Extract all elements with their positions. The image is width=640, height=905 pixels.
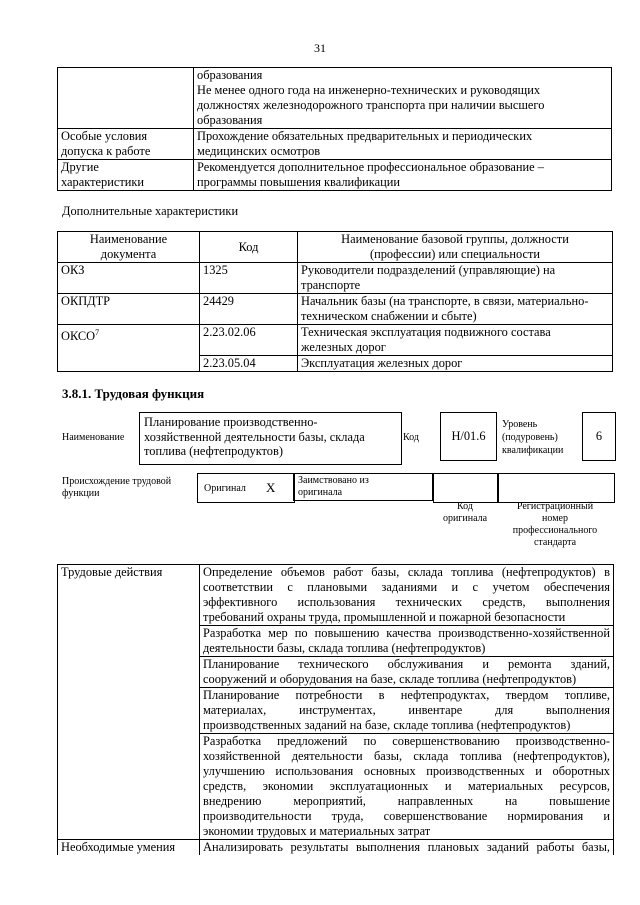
qualification-table <box>57 67 612 191</box>
table-row <box>58 840 614 856</box>
original-mark: X <box>266 480 276 495</box>
original-box <box>197 473 295 503</box>
table-row <box>58 160 612 191</box>
level-value-box: 6 <box>582 412 616 461</box>
doc-name: ОКСО <box>61 329 96 344</box>
row-text: образования Не менее одного года на инженерно-технических и руководящих должностях железнодорожного транспорта при наличии высшего образования <box>194 68 612 129</box>
action-item <box>200 626 614 657</box>
function-name-box: Планирование производственно- хозяйственной деятельности базы, склада топлива (нефтепродуктов) <box>139 412 402 465</box>
code-cell: 1325 <box>200 263 298 294</box>
doc-cell <box>58 356 200 372</box>
action-line: сооружений и оборудования на базе, складе топлива (нефтепродуктов) <box>203 672 577 686</box>
additional-title: Дополнительные характеристики <box>62 204 239 218</box>
table-row <box>58 68 612 129</box>
code-original-label: Код оригинала <box>442 501 488 524</box>
additional-table <box>57 231 613 372</box>
name-cell: Руководители подразделений (управляющие) на транспорте <box>298 263 613 294</box>
row-label: Другие характеристики <box>58 160 194 191</box>
footnote-mark: 7 <box>95 328 100 337</box>
table-row <box>58 294 613 325</box>
table-header-row <box>58 232 613 263</box>
action-line: эффективного использования технических средств, выполнения <box>203 595 610 609</box>
name-cell: Начальник базы (на транспорте, в связи, материально- техническом снабжении и сбыте) <box>298 294 613 325</box>
action-line: Планирование потребности в нефтепродуктах, твердом топливе, <box>203 688 610 702</box>
origin-label: Происхождение трудовой функции <box>62 476 172 499</box>
action-line: производственных заданий на базе, складе топлива (нефтепродуктов) <box>203 718 571 732</box>
name-cell: Эксплуатация железных дорог <box>298 356 613 372</box>
action-item <box>200 657 614 688</box>
reg-number-box <box>497 473 615 503</box>
doc-cell <box>58 325 200 356</box>
action-line: средств, экономии эксплуатационных и материальных ресурсов, <box>203 779 610 793</box>
code-label: Код <box>403 432 419 443</box>
row-text: Рекомендуется дополнительное профессиональное образование – программы повышения квалификации <box>194 160 612 191</box>
action-line: соответствии с плановыми заданиями и с учетом обеспечения <box>203 580 610 594</box>
header-document: Наименование документа <box>58 232 200 263</box>
action-item <box>200 734 614 840</box>
table-row <box>58 263 613 294</box>
action-line: материалах, инструментах, инвентаре для выполнения <box>203 703 610 717</box>
action-line: Разработка мер по повышению качества производственно-хозяйственной <box>203 626 610 640</box>
section-title: 3.8.1. Трудовая функция <box>62 386 205 401</box>
action-line: требований охраны труда, промышленной и пожарной безопасности <box>203 610 566 624</box>
action-line: Определение объемов работ базы, склада топлива (нефтепродуктов) в <box>203 565 610 579</box>
code-cell: 2.23.05.04 <box>200 356 298 372</box>
doc-cell: ОКЗ <box>58 263 200 294</box>
skills-label: Необходимые умения <box>58 840 200 856</box>
action-line: деятельности базы, склада топлива (нефтепродуктов) <box>203 641 486 655</box>
doc-cell: ОКПДТР <box>58 294 200 325</box>
table-row <box>58 129 612 160</box>
header-name: Наименование базовой группы, должности (профессии) или специальности <box>298 232 613 263</box>
function-code-box: H/01.6 <box>440 412 497 461</box>
action-line: Планирование технического обслуживания и ремонта зданий, <box>203 657 610 671</box>
table-row <box>58 325 613 356</box>
level-label: Уровень (подуровень) квалификации <box>502 419 564 456</box>
action-line: производительности труда, совершенствование нормирования и <box>203 809 610 823</box>
action-line: экономии трудовых и материальных затрат <box>203 824 431 838</box>
action-line: внедрению мероприятий, направленных на повышение <box>203 794 610 808</box>
reg-number-label: Регистрационный номер профессионального стандарта <box>512 501 598 548</box>
name-label: Наименование <box>62 432 125 443</box>
action-line: улучшению использования основных производственных и оборотных <box>203 764 610 778</box>
row-text: Прохождение обязательных предварительных и периодических медицинских осмотров <box>194 129 612 160</box>
page-number: 31 <box>314 41 326 55</box>
action-line: хозяйственной деятельности базы, склада топлива (нефтепродуктов), <box>203 749 610 763</box>
original-label: Оригинал <box>204 483 246 494</box>
skills-first-line: Анализировать результаты выполнения плановых заданий работы базы, <box>200 840 614 856</box>
row-label <box>58 68 194 129</box>
action-line: Разработка предложений по совершенствованию производственно- <box>203 734 610 748</box>
header-code: Код <box>200 232 298 263</box>
labor-actions-table <box>57 564 614 855</box>
table-row <box>58 565 614 626</box>
borrowed-box: Заимствовано из оригинала <box>293 473 433 501</box>
code-original-box <box>433 473 499 503</box>
table-row <box>58 356 613 372</box>
actions-label: Трудовые действия <box>58 565 200 840</box>
action-item <box>200 565 614 626</box>
action-item <box>200 688 614 734</box>
name-cell: Техническая эксплуатация подвижного состава железных дорог <box>298 325 613 356</box>
code-cell: 24429 <box>200 294 298 325</box>
code-cell: 2.23.02.06 <box>200 325 298 356</box>
row-label: Особые условия допуска к работе <box>58 129 194 160</box>
